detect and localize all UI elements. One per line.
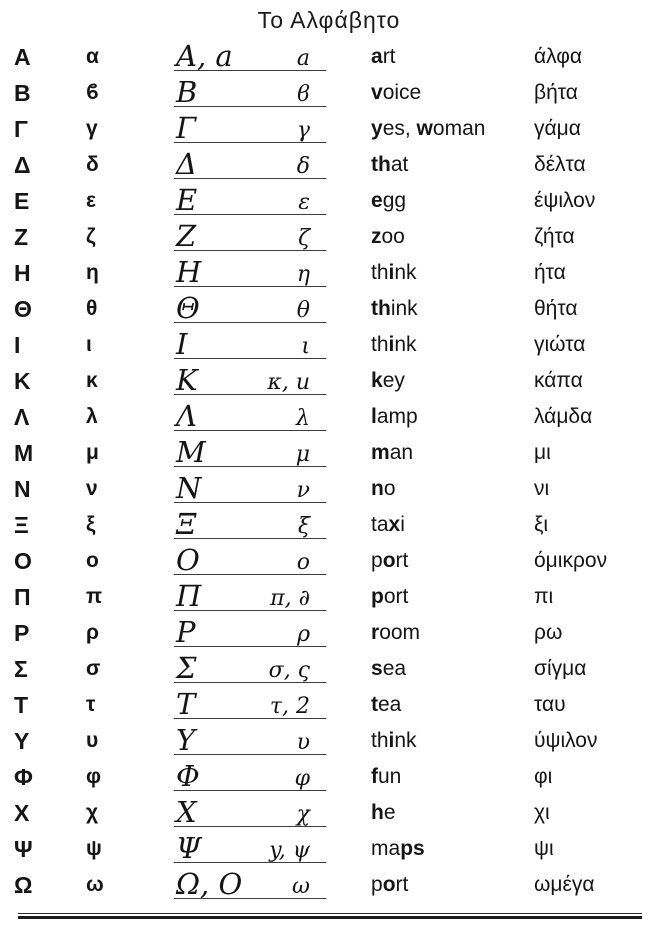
handwriting-lower: τ, 2 [269,694,310,720]
greek-letter-name: γάμα [534,117,581,140]
example-word [371,621,534,645]
handwriting-lower: y, ψ [269,838,310,864]
uppercase-letter: Μ [14,439,35,466]
word-segment: o [382,549,396,572]
word-segment: w [416,117,433,140]
greek-letter-name: χι [534,801,550,824]
handwriting-sample [174,759,371,795]
word-segment: at [390,153,409,176]
word-segment: ea [378,693,402,716]
handwriting-lower: λ [296,406,310,432]
lowercase-letter: κ [86,369,98,392]
handwriting-sample [174,75,371,111]
handwriting-sample [174,723,371,759]
handwriting-caps: Ε [176,183,198,218]
example-word [371,585,534,609]
ruled-line [174,723,326,758]
uppercase-letter: Β [14,79,32,106]
word-segment: e [383,801,396,824]
greek-letter-name: λάμδα [534,405,593,428]
handwriting-caps: Χ [176,795,197,830]
ruled-line [174,219,326,254]
alphabet-row [0,147,658,183]
word-segment: oom [379,621,421,644]
handwriting-lower: η [296,262,310,288]
greek-letter-name: κάπα [534,369,583,392]
handwriting-sample [174,435,371,471]
example-word [371,873,534,897]
word-segment: f [371,765,378,788]
example-word [371,117,534,141]
handwriting-lower: θ [296,298,310,324]
handwriting-sample [174,831,371,867]
uppercase-letter: Ζ [14,223,30,250]
lowercase-letter: π [86,585,103,608]
uppercase-letter: Ψ [14,835,34,862]
handwriting-sample [174,687,371,723]
word-segment: p [371,549,383,572]
ruled-line [174,471,326,506]
example-word [371,189,534,213]
uppercase-letter: Δ [14,151,32,178]
ruled-line [174,111,326,146]
lowercase-letter: η [86,261,99,284]
handwriting-lower: ε [298,190,310,216]
greek-letter-name: ύψιλον [534,729,598,752]
handwriting-caps: Ρ [176,615,196,650]
handwriting-lower: χ [296,802,310,828]
ruled-line [174,399,326,434]
uppercase-letter: Γ [14,115,29,142]
ruled-line [174,759,326,794]
greek-letter-name: ζήτα [534,225,575,248]
word-segment: th [371,297,391,320]
ruled-line [174,75,326,110]
handwriting-lower: a [296,46,310,72]
handwriting-lower: κ, u [267,370,310,396]
handwriting-caps: Σ [176,651,197,686]
handwriting-lower: ι [301,334,310,360]
word-segment: a [371,45,383,68]
example-word [371,729,534,753]
word-segment: rt [395,549,409,572]
handwriting-sample [174,183,371,219]
handwriting-sample [174,399,371,435]
handwriting-sample [174,651,371,687]
word-segment: x [388,513,401,536]
word-segment: i [388,729,395,752]
word-segment: oman [432,117,486,140]
handwriting-caps: Ζ [176,219,197,254]
lowercase-letter: δ [86,153,99,176]
example-word [371,405,534,429]
word-segment: nk [394,261,417,284]
lowercase-letter: θ [86,297,98,320]
handwriting-sample [174,471,371,507]
handwriting-lower: σ, ς [268,658,310,684]
handwriting-sample [174,327,371,363]
handwriting-caps: Φ [176,759,200,794]
word-segment: es, [382,117,417,140]
handwriting-sample [174,39,371,75]
word-segment: ea [382,657,407,680]
word-segment: t [371,693,378,716]
lowercase-letter: ι [86,333,92,356]
example-word [371,801,534,825]
word-segment: amp [376,405,418,428]
greek-letter-name: άλφα [534,45,583,68]
lowercase-letter: υ [86,729,99,752]
uppercase-letter: Ξ [14,511,30,538]
alphabet-row [0,75,658,111]
alphabet-row [0,759,658,795]
example-word [371,45,534,69]
uppercase-letter: Κ [14,367,32,394]
handwriting-sample [174,867,371,903]
handwriting-sample [174,795,371,831]
greek-letter-name: νι [534,477,550,500]
ruled-line [174,795,326,830]
example-word [371,333,534,357]
word-segment: oo [381,225,405,248]
handwriting-caps: Κ [176,363,198,398]
ruled-line [174,687,326,722]
handwriting-caps: Τ [176,687,196,722]
uppercase-letter: Τ [14,691,30,718]
word-segment: h [371,801,384,824]
uppercase-letter: Φ [14,763,34,790]
page-title: Το Αλφάβητο [257,7,401,33]
handwriting-sample [174,507,371,543]
word-segment: an [389,441,414,464]
example-word [371,261,534,285]
word-segment: p [371,585,384,608]
word-segment: i [388,333,395,356]
alphabet-row [0,111,658,147]
handwriting-caps: Δ [176,147,197,182]
ruled-line [174,543,326,578]
word-segment: n [371,477,384,500]
word-segment: ta [371,513,389,536]
handwriting-sample [174,543,371,579]
word-segment: rt [382,45,396,68]
ruled-line [174,183,326,218]
handwriting-caps: B [176,75,198,110]
word-segment: th [371,153,391,176]
example-word [371,837,534,861]
word-segment: v [371,81,383,104]
word-segment: s [371,657,383,680]
word-segment: i [388,261,395,284]
lowercase-letter: ψ [86,837,102,860]
handwriting-caps: Ν [176,471,202,506]
uppercase-letter: Λ [14,403,31,430]
handwriting-caps: Ξ [176,507,197,542]
uppercase-letter: Ρ [14,619,31,646]
alphabet-row [0,327,658,363]
greek-letter-name: μι [534,441,551,464]
alphabet-row [0,615,658,651]
word-segment: z [371,225,382,248]
handwriting-sample [174,147,371,183]
word-segment: th [371,261,389,284]
ruled-line [174,147,326,182]
ruled-line [174,579,326,614]
lowercase-letter: λ [86,405,98,428]
alphabet-row [0,831,658,867]
handwriting-sample [174,255,371,291]
handwriting-lower: υ [296,730,310,756]
handwriting-lower: γ [296,118,310,144]
greek-letter-name: πι [534,585,554,608]
handwriting-sample [174,615,371,651]
ruled-line [174,651,326,686]
alphabet-row [0,687,658,723]
ruled-line [174,39,326,74]
uppercase-letter: Α [14,43,32,70]
example-word [371,693,534,717]
alphabet-row [0,795,658,831]
handwriting-lower: μ [295,442,310,468]
alphabet-row [0,723,658,759]
word-segment: nk [394,333,417,356]
word-segment: e [371,189,383,212]
example-word [371,153,534,177]
example-word [371,477,534,501]
ruled-line [174,867,326,902]
example-word [371,441,534,465]
uppercase-letter: Θ [14,295,33,322]
handwriting-lower: ζ [298,226,310,252]
handwriting-caps: Μ [176,435,206,470]
uppercase-letter: Ο [14,547,33,574]
lowercase-letter: χ [86,801,99,824]
word-segment: gg [382,189,407,212]
uppercase-letter: Ν [14,475,32,502]
lowercase-letter: ζ [86,225,96,248]
ruled-line [174,363,326,398]
lowercase-letter: ξ [86,513,96,536]
handwriting-lower: δ [296,154,310,180]
lowercase-letter: ρ [86,621,99,644]
uppercase-letter: Ω [14,871,34,898]
handwriting-caps: Ω, O [176,867,243,902]
greek-letter-name: ήτα [534,261,566,284]
alphabet-row [0,471,658,507]
handwriting-sample [174,219,371,255]
uppercase-letter: Η [14,259,32,286]
alphabet-row [0,579,658,615]
word-segment: th [371,333,389,356]
alphabet-table [0,39,658,903]
word-segment: y [371,117,383,140]
lowercase-letter: ϐ [86,81,99,104]
example-word [371,297,534,321]
handwriting-sample [174,111,371,147]
handwriting-caps: Π [176,579,202,614]
greek-letter-name: ταυ [534,693,566,716]
lowercase-letter: ν [86,477,98,500]
ruled-line [174,615,326,650]
handwriting-sample [174,363,371,399]
handwriting-lower: φ [294,766,310,792]
alphabet-row [0,435,658,471]
ruled-line [174,255,326,290]
uppercase-letter: Υ [14,727,31,754]
greek-letter-name: ψι [534,837,554,860]
example-word [371,225,534,249]
greek-letter-name: ρω [534,621,563,644]
word-segment: l [371,405,377,428]
alphabet-row [0,363,658,399]
uppercase-letter: Ι [14,331,22,358]
alphabet-row [0,219,658,255]
handwriting-caps: Λ [176,399,197,434]
handwriting-caps: Θ [176,291,200,326]
uppercase-letter: Χ [14,799,31,826]
alphabet-row [0,255,658,291]
word-segment: p [371,873,383,896]
lowercase-letter: τ [86,693,96,716]
word-segment: ma [371,837,401,860]
handwriting-lower: ω [292,874,310,900]
bottom-rule [18,913,642,919]
handwriting-caps: Ι [176,327,188,362]
alphabet-row [0,183,658,219]
greek-letter-name: ξι [534,513,549,536]
greek-letter-name: γιώτα [534,333,586,356]
ruled-line [174,291,326,326]
example-word [371,513,534,537]
example-word [371,549,534,573]
handwriting-lower: π, ∂ [270,586,310,612]
alphabet-row [0,291,658,327]
greek-letter-name: βήτα [534,81,578,104]
handwriting-caps: A, a [176,39,233,74]
word-segment: o [382,873,396,896]
word-segment: ey [382,369,405,392]
greek-letter-name: θήτα [534,297,578,320]
greek-letter-name: έψιλον [534,189,596,212]
handwriting-sample [174,579,371,615]
word-segment: m [371,441,390,464]
handwriting-caps: Η [176,255,202,290]
lowercase-letter: φ [86,765,102,788]
word-segment: i [400,513,405,536]
handwriting-lower: ξ [297,514,310,540]
alphabet-row [0,543,658,579]
lowercase-letter: ω [86,873,104,896]
example-word [371,657,534,681]
example-word [371,369,534,393]
alphabet-row [0,507,658,543]
handwriting-sample [174,291,371,327]
handwriting-lower: ο [296,550,310,576]
lowercase-letter: γ [86,117,98,140]
word-segment: ps [400,837,425,860]
handwriting-caps: Ο [176,543,200,578]
greek-letter-name: δέλτα [534,153,586,176]
uppercase-letter: Σ [14,655,29,682]
alphabet-row [0,651,658,687]
greek-letter-name: σίγμα [534,657,587,680]
word-segment: o [383,477,396,500]
word-segment: un [378,765,402,788]
lowercase-letter: α [86,45,99,68]
greek-letter-name: φι [534,765,553,788]
handwriting-lower: ν [296,478,310,504]
alphabet-row [0,39,658,75]
lowercase-letter: ε [86,189,96,212]
lowercase-letter: σ [86,657,101,680]
word-segment: rt [395,873,409,896]
lowercase-letter: ο [86,549,99,572]
ruled-line [174,507,326,542]
word-segment: ink [390,297,418,320]
handwriting-caps: Υ [176,723,196,758]
word-segment: k [371,369,383,392]
ruled-line [174,831,326,866]
word-segment: th [371,729,389,752]
alphabet-row [0,399,658,435]
word-segment: nk [394,729,417,752]
lowercase-letter: μ [86,441,99,464]
handwriting-lower: ϐ [297,82,310,108]
greek-letter-name: ωμέγα [534,873,595,896]
handwriting-caps: Γ [176,111,197,146]
greek-letter-name: όμικρον [534,549,608,572]
word-segment: r [371,621,380,644]
example-word [371,81,534,105]
word-segment: oice [382,81,422,104]
word-segment: ort [383,585,409,608]
ruled-line [174,435,326,470]
alphabet-row [0,867,658,903]
handwriting-caps: Ψ [176,831,202,866]
uppercase-letter: Π [14,583,32,610]
uppercase-letter: Ε [14,187,31,214]
example-word [371,765,534,789]
ruled-line [174,327,326,362]
handwriting-lower: ρ [297,622,310,648]
